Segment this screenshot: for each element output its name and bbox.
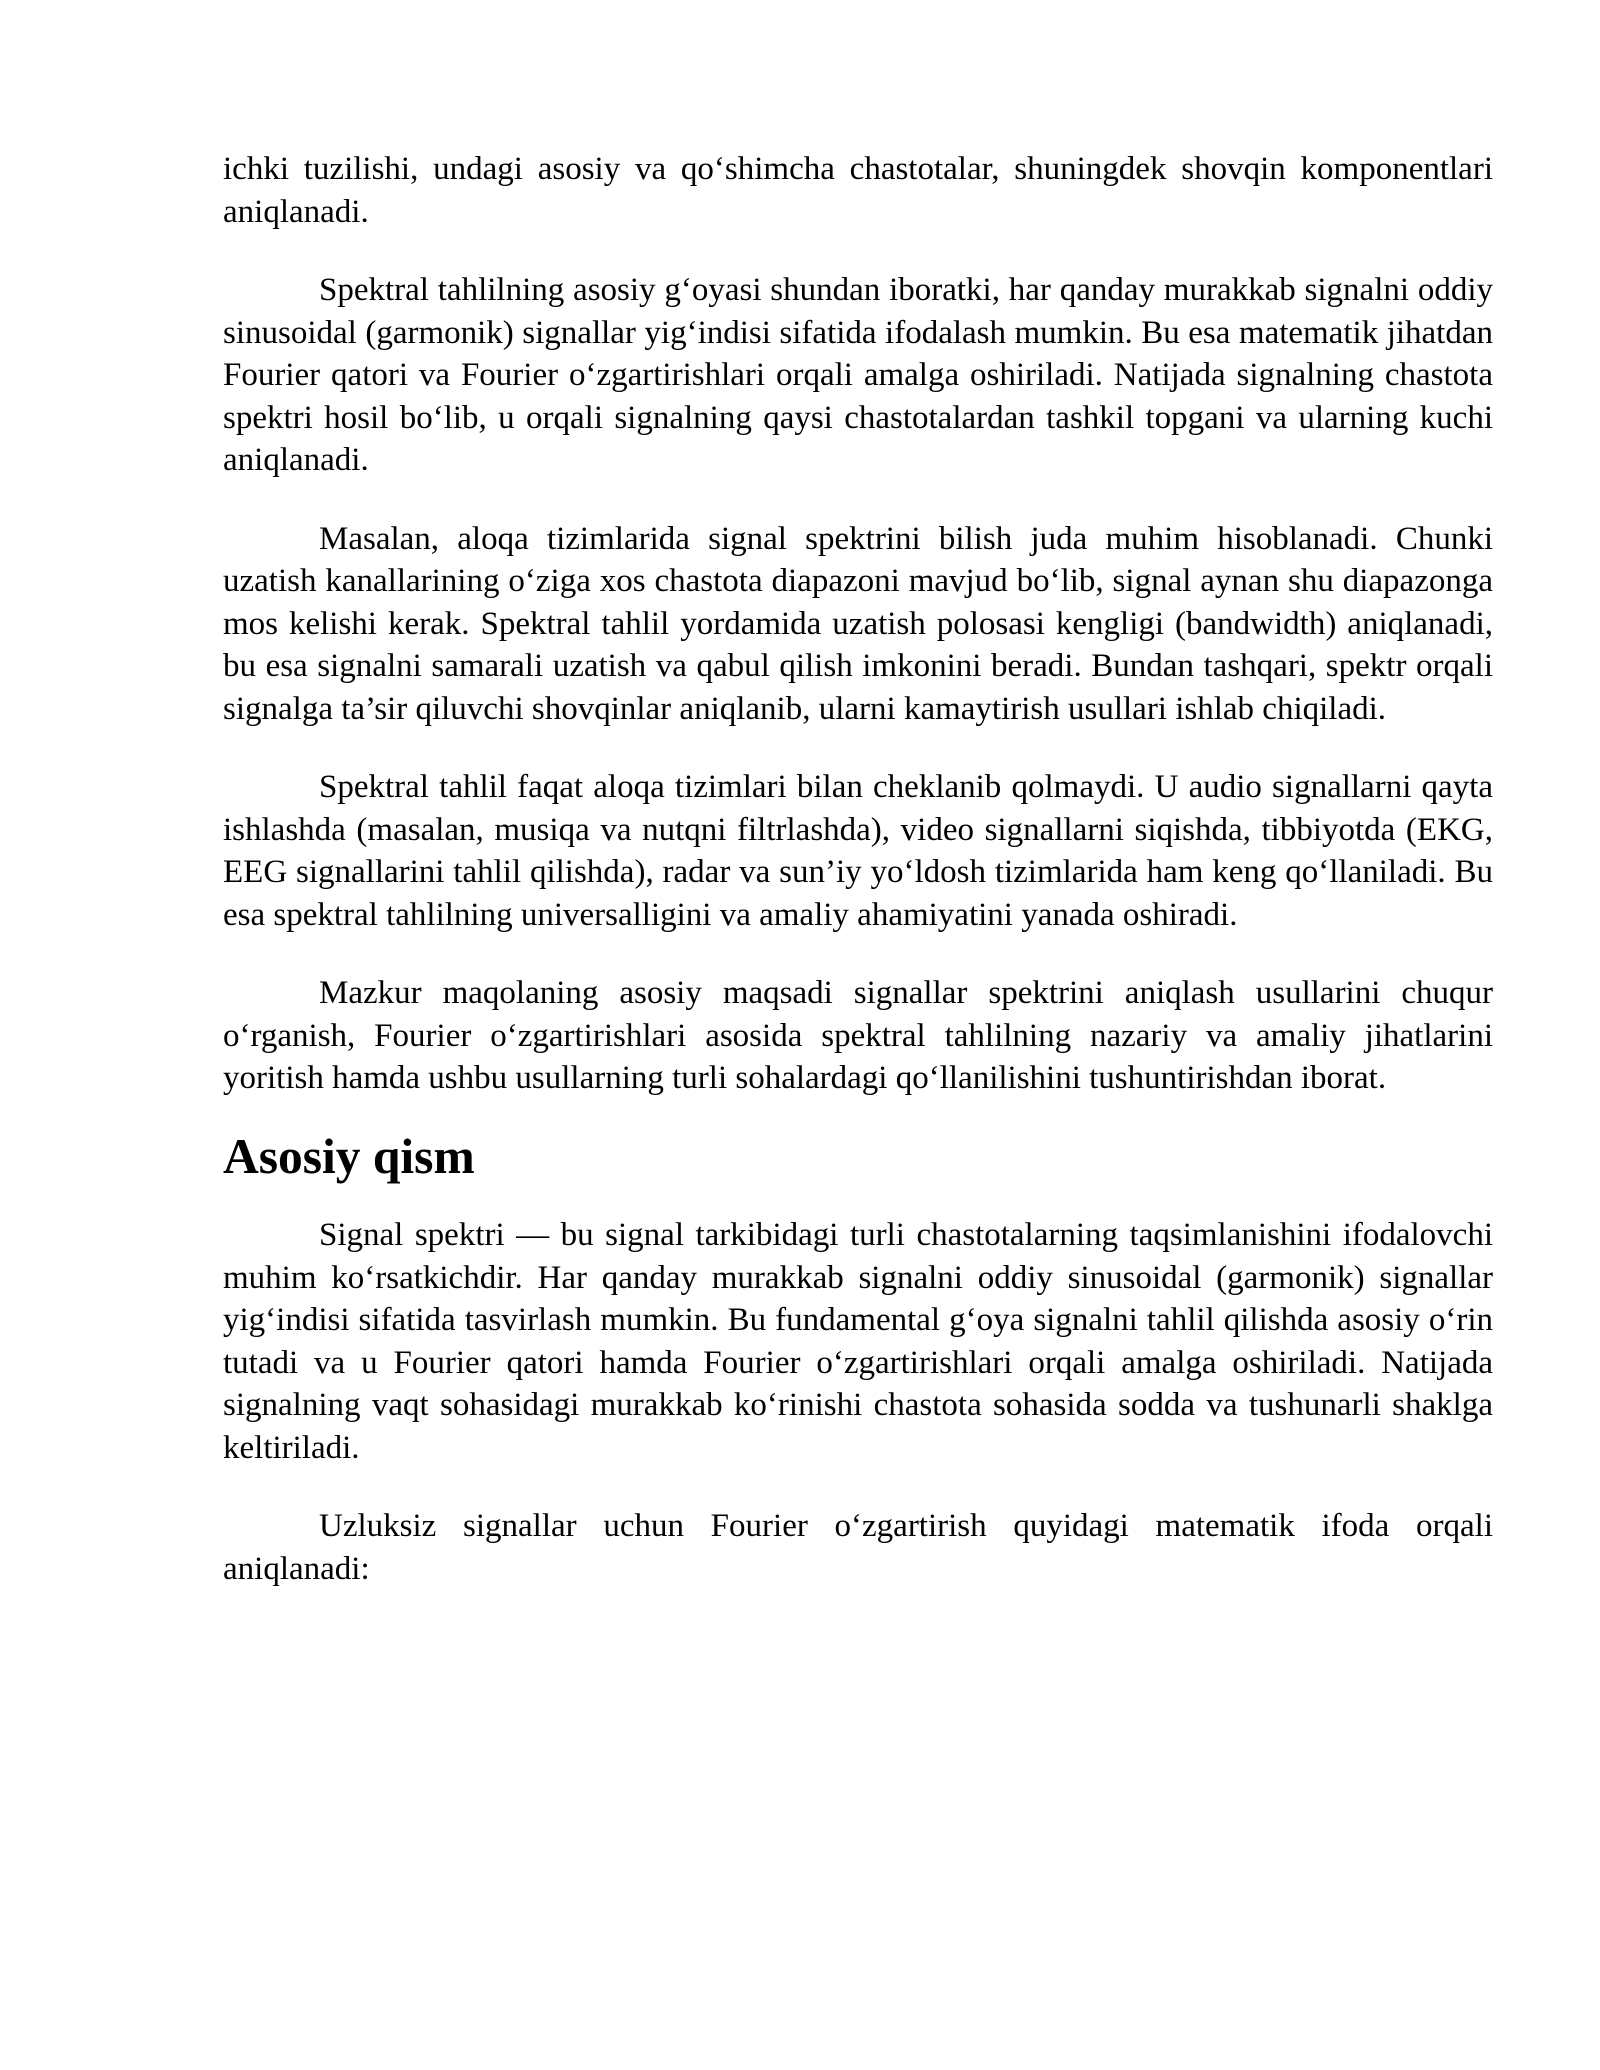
paragraph-spectral-idea: Spektral tahlilning asosiy g‘oyasi shundan iboratki, har qanday murakkab signalni oddiy sinusoidal (garmonik) signallar yig‘indisi sifatida ifodalash mumkin. Bu esa matematik jihatdan Fourier qatori va Fourier o‘zgartirishlari orqali amalga oshiriladi. Natijada signalning chastota spektri hosil bo‘lib, u orqali signalning qaysi chastotalardan tashkil topgani va ularning kuchi aniqlanadi. (223, 272, 1493, 478)
section-heading: Asosiy qism (223, 1128, 475, 1184)
document-body (223, 148, 1493, 1626)
paragraph-applications: Spektral tahlil faqat aloqa tizimlari bilan cheklanib qolmaydi. U audio signallarni qayta ishlashda (masalan, musiqa va nutqni filtrlashda), video signallarni siqishda, tibbiyotda (EKG, EEG signallarini tahlil qilishda), radar va sun’iy yo‘ldosh tizimlarida ham keng qo‘llaniladi. Bu esa spektral tahlilning universalligini va amaliy ahamiyatini yanada oshiradi. (223, 769, 1493, 933)
paragraph-continuation: ichki tuzilishi, undagi asosiy va qo‘shimcha chastotalar, shuningdek shovqin komponentlari aniqlanadi. (223, 151, 1493, 230)
paragraph-article-goal: Mazkur maqolaning asosiy maqsadi signallar spektrini aniqlash usullarini chuqur o‘rganish, Fourier o‘zgartirishlari asosida spektral tahlilning nazariy va amaliy jihatlarini yoritish hamda ushbu usullarning turli sohalardagi qo‘llanilishini tushuntirishdan iborat. (223, 975, 1493, 1096)
paragraph-fourier-intro: Uzluksiz signallar uchun Fourier o‘zgartirish quyidagi matematik ifoda orqali aniqlanadi: (223, 1508, 1493, 1587)
paragraph-signal-spectrum: Signal spektri — bu signal tarkibidagi turli chastotalarning taqsimlanishini ifodalovchi muhim ko‘rsatkichdir. Har qanday murakkab signalni oddiy sinusoidal (garmonik) signallar yig‘indisi sifatida tasvirlash mumkin. Bu fundamental g‘oya signalni tahlil qilishda asosiy o‘rin tutadi va u Fourier qatori hamda Fourier o‘zgartirishlari orqali amalga oshiriladi. Natijada signalning vaqt sohasidagi murakkab ko‘rinishi chastota sohasida sodda va tushunarli shaklga keltiriladi. (223, 1217, 1493, 1466)
paragraph-communication-systems: Masalan, aloqa tizimlarida signal spektrini bilish juda muhim hisoblanadi. Chunki uzatish kanallarining o‘ziga xos chastota diapazoni mavjud bo‘lib, signal aynan shu diapazonga mos kelishi kerak. Spektral tahlil yordamida uzatish polosasi kengligi (bandwidth) aniqlanadi, bu esa signalni samarali uzatish va qabul qilish imkonini beradi. Bundan tashqari, spektr orqali signalga ta’sir qiluvchi shovqinlar aniqlanib, ularni kamaytirish usullari ishlab chiqiladi. (223, 520, 1493, 727)
